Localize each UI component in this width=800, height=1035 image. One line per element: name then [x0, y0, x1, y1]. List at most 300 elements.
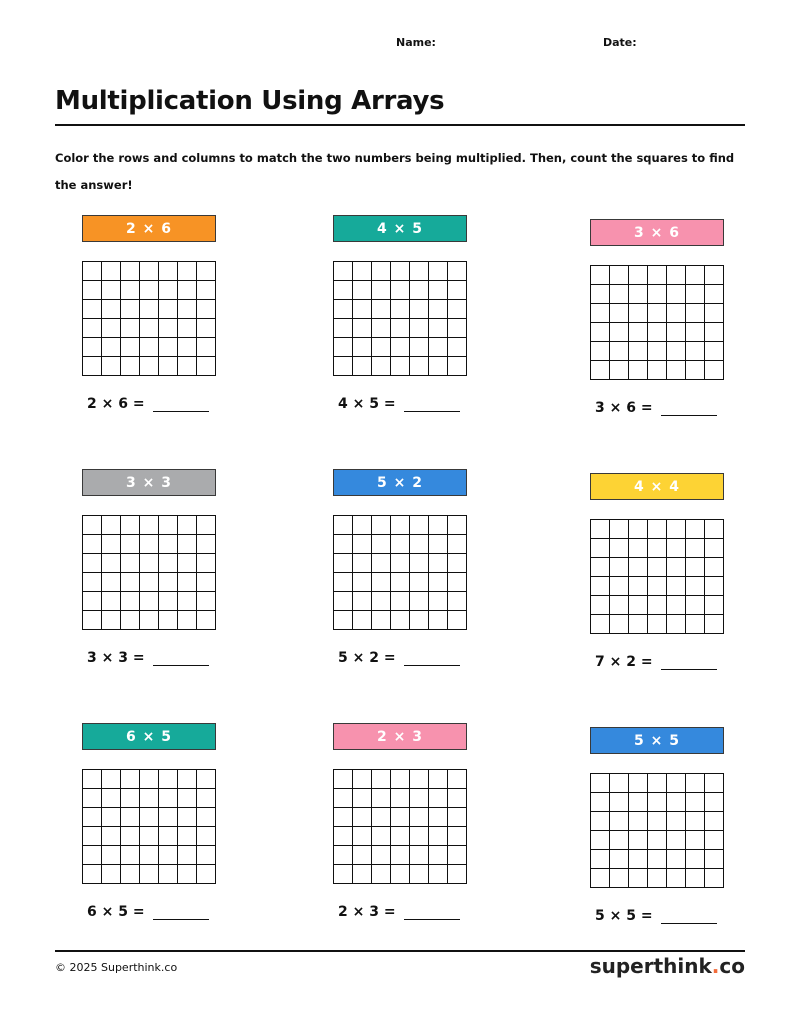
grid-cell[interactable]	[705, 342, 724, 361]
grid-cell[interactable]	[140, 789, 159, 808]
grid-cell[interactable]	[686, 520, 705, 539]
grid-cell[interactable]	[372, 770, 391, 789]
grid-cell[interactable]	[629, 266, 648, 285]
grid-cell[interactable]	[83, 573, 102, 592]
grid-cell[interactable]	[648, 850, 667, 869]
grid-cell[interactable]	[159, 808, 178, 827]
grid-cell[interactable]	[197, 846, 216, 865]
grid-cell[interactable]	[102, 281, 121, 300]
grid-cell[interactable]	[372, 573, 391, 592]
grid-cell[interactable]	[429, 281, 448, 300]
grid-cell[interactable]	[121, 592, 140, 611]
grid-cell[interactable]	[159, 554, 178, 573]
grid-cell[interactable]	[178, 281, 197, 300]
grid-cell[interactable]	[686, 615, 705, 634]
grid-cell[interactable]	[178, 516, 197, 535]
grid-cell[interactable]	[686, 869, 705, 888]
grid-cell[interactable]	[121, 535, 140, 554]
grid-cell[interactable]	[140, 262, 159, 281]
grid-cell[interactable]	[178, 357, 197, 376]
grid-cell[interactable]	[121, 516, 140, 535]
grid-cell[interactable]	[686, 850, 705, 869]
grid-cell[interactable]	[334, 357, 353, 376]
grid-cell[interactable]	[372, 554, 391, 573]
grid-cell[interactable]	[372, 808, 391, 827]
grid-cell[interactable]	[705, 539, 724, 558]
grid-cell[interactable]	[591, 558, 610, 577]
grid-cell[interactable]	[391, 573, 410, 592]
grid-cell[interactable]	[140, 516, 159, 535]
grid-cell[interactable]	[83, 846, 102, 865]
grid-cell[interactable]	[429, 789, 448, 808]
grid-cell[interactable]	[353, 592, 372, 611]
grid-cell[interactable]	[334, 865, 353, 884]
grid-cell[interactable]	[353, 281, 372, 300]
grid-cell[interactable]	[686, 577, 705, 596]
grid-cell[interactable]	[391, 827, 410, 846]
grid-cell[interactable]	[102, 262, 121, 281]
grid-cell[interactable]	[610, 520, 629, 539]
grid-cell[interactable]	[83, 319, 102, 338]
grid-cell[interactable]	[178, 770, 197, 789]
grid-cell[interactable]	[197, 516, 216, 535]
grid-cell[interactable]	[610, 869, 629, 888]
grid-cell[interactable]	[410, 357, 429, 376]
grid-cell[interactable]	[610, 793, 629, 812]
grid-cell[interactable]	[372, 262, 391, 281]
grid-cell[interactable]	[83, 535, 102, 554]
grid-cell[interactable]	[372, 535, 391, 554]
grid-cell[interactable]	[591, 869, 610, 888]
grid-cell[interactable]	[667, 323, 686, 342]
grid-cell[interactable]	[140, 300, 159, 319]
grid-cell[interactable]	[140, 808, 159, 827]
grid-cell[interactable]	[353, 611, 372, 630]
grid-cell[interactable]	[686, 266, 705, 285]
grid-cell[interactable]	[410, 846, 429, 865]
grid-cell[interactable]	[102, 516, 121, 535]
grid-cell[interactable]	[686, 361, 705, 380]
grid-cell[interactable]	[121, 770, 140, 789]
grid-cell[interactable]	[121, 827, 140, 846]
grid-cell[interactable]	[591, 615, 610, 634]
grid-cell[interactable]	[372, 300, 391, 319]
grid-cell[interactable]	[391, 770, 410, 789]
grid-cell[interactable]	[83, 357, 102, 376]
grid-cell[interactable]	[591, 850, 610, 869]
grid-cell[interactable]	[102, 573, 121, 592]
grid-cell[interactable]	[83, 300, 102, 319]
grid-cell[interactable]	[667, 596, 686, 615]
grid-cell[interactable]	[648, 596, 667, 615]
grid-cell[interactable]	[610, 539, 629, 558]
grid-cell[interactable]	[648, 577, 667, 596]
grid-cell[interactable]	[410, 573, 429, 592]
grid-cell[interactable]	[353, 338, 372, 357]
grid-cell[interactable]	[121, 865, 140, 884]
grid-cell[interactable]	[667, 285, 686, 304]
grid-cell[interactable]	[178, 535, 197, 554]
grid-cell[interactable]	[102, 592, 121, 611]
grid-cell[interactable]	[372, 281, 391, 300]
grid-cell[interactable]	[140, 592, 159, 611]
grid-cell[interactable]	[629, 812, 648, 831]
grid-cell[interactable]	[667, 850, 686, 869]
grid-cell[interactable]	[667, 577, 686, 596]
grid-cell[interactable]	[334, 592, 353, 611]
grid-cell[interactable]	[197, 338, 216, 357]
grid-cell[interactable]	[667, 869, 686, 888]
grid-cell[interactable]	[159, 592, 178, 611]
grid-cell[interactable]	[391, 611, 410, 630]
grid-cell[interactable]	[178, 319, 197, 338]
grid-cell[interactable]	[178, 573, 197, 592]
grid-cell[interactable]	[353, 516, 372, 535]
grid-cell[interactable]	[102, 865, 121, 884]
grid-cell[interactable]	[197, 789, 216, 808]
answer-blank[interactable]	[404, 905, 460, 920]
grid-cell[interactable]	[591, 577, 610, 596]
grid-cell[interactable]	[448, 573, 467, 592]
grid-cell[interactable]	[448, 789, 467, 808]
grid-cell[interactable]	[159, 865, 178, 884]
grid-cell[interactable]	[140, 865, 159, 884]
grid-cell[interactable]	[686, 323, 705, 342]
grid-cell[interactable]	[629, 304, 648, 323]
grid-cell[interactable]	[334, 789, 353, 808]
grid-cell[interactable]	[705, 577, 724, 596]
grid-cell[interactable]	[686, 304, 705, 323]
grid-cell[interactable]	[102, 338, 121, 357]
grid-cell[interactable]	[591, 266, 610, 285]
grid-cell[interactable]	[391, 808, 410, 827]
grid-cell[interactable]	[102, 789, 121, 808]
grid-cell[interactable]	[705, 831, 724, 850]
grid-cell[interactable]	[372, 516, 391, 535]
grid-cell[interactable]	[197, 865, 216, 884]
grid-cell[interactable]	[334, 846, 353, 865]
grid-cell[interactable]	[448, 319, 467, 338]
grid-cell[interactable]	[178, 338, 197, 357]
grid-cell[interactable]	[83, 789, 102, 808]
grid-cell[interactable]	[410, 319, 429, 338]
grid-cell[interactable]	[102, 770, 121, 789]
grid-cell[interactable]	[372, 592, 391, 611]
grid-cell[interactable]	[178, 865, 197, 884]
grid-cell[interactable]	[629, 850, 648, 869]
grid-cell[interactable]	[667, 304, 686, 323]
grid-cell[interactable]	[705, 869, 724, 888]
grid-cell[interactable]	[686, 793, 705, 812]
grid-cell[interactable]	[629, 577, 648, 596]
grid-cell[interactable]	[353, 357, 372, 376]
grid-cell[interactable]	[102, 300, 121, 319]
grid-cell[interactable]	[83, 808, 102, 827]
answer-blank[interactable]	[661, 401, 717, 416]
grid-cell[interactable]	[391, 846, 410, 865]
grid-cell[interactable]	[448, 338, 467, 357]
grid-cell[interactable]	[610, 615, 629, 634]
grid-cell[interactable]	[410, 516, 429, 535]
grid-cell[interactable]	[591, 304, 610, 323]
grid-cell[interactable]	[629, 774, 648, 793]
grid-cell[interactable]	[686, 539, 705, 558]
answer-blank[interactable]	[661, 909, 717, 924]
grid-cell[interactable]	[391, 262, 410, 281]
grid-cell[interactable]	[610, 285, 629, 304]
grid-cell[interactable]	[610, 342, 629, 361]
grid-cell[interactable]	[610, 323, 629, 342]
grid-cell[interactable]	[410, 262, 429, 281]
grid-cell[interactable]	[705, 812, 724, 831]
grid-cell[interactable]	[334, 338, 353, 357]
grid-cell[interactable]	[83, 554, 102, 573]
grid-cell[interactable]	[391, 338, 410, 357]
grid-cell[interactable]	[391, 516, 410, 535]
grid-cell[interactable]	[83, 516, 102, 535]
grid-cell[interactable]	[391, 554, 410, 573]
grid-cell[interactable]	[629, 520, 648, 539]
grid-cell[interactable]	[353, 554, 372, 573]
grid-cell[interactable]	[121, 319, 140, 338]
grid-cell[interactable]	[159, 770, 178, 789]
grid-cell[interactable]	[648, 615, 667, 634]
grid-cell[interactable]	[102, 357, 121, 376]
grid-cell[interactable]	[667, 539, 686, 558]
grid-cell[interactable]	[334, 262, 353, 281]
grid-cell[interactable]	[121, 357, 140, 376]
grid-cell[interactable]	[448, 808, 467, 827]
grid-cell[interactable]	[102, 611, 121, 630]
grid-cell[interactable]	[429, 827, 448, 846]
grid-cell[interactable]	[140, 535, 159, 554]
grid-cell[interactable]	[686, 812, 705, 831]
answer-blank[interactable]	[153, 651, 209, 666]
grid-cell[interactable]	[448, 281, 467, 300]
grid-cell[interactable]	[610, 831, 629, 850]
answer-blank[interactable]	[153, 905, 209, 920]
grid-cell[interactable]	[410, 592, 429, 611]
grid-cell[interactable]	[140, 357, 159, 376]
grid-cell[interactable]	[448, 827, 467, 846]
grid-cell[interactable]	[121, 573, 140, 592]
grid-cell[interactable]	[140, 573, 159, 592]
grid-cell[interactable]	[648, 558, 667, 577]
grid-cell[interactable]	[648, 869, 667, 888]
grid-cell[interactable]	[667, 266, 686, 285]
grid-cell[interactable]	[410, 865, 429, 884]
grid-cell[interactable]	[610, 577, 629, 596]
grid-cell[interactable]	[197, 611, 216, 630]
grid-cell[interactable]	[648, 285, 667, 304]
grid-cell[interactable]	[83, 611, 102, 630]
grid-cell[interactable]	[429, 592, 448, 611]
grid-cell[interactable]	[391, 865, 410, 884]
grid-cell[interactable]	[178, 611, 197, 630]
grid-cell[interactable]	[610, 266, 629, 285]
grid-cell[interactable]	[178, 827, 197, 846]
grid-cell[interactable]	[178, 554, 197, 573]
grid-cell[interactable]	[391, 300, 410, 319]
grid-cell[interactable]	[197, 300, 216, 319]
grid-cell[interactable]	[429, 338, 448, 357]
grid-cell[interactable]	[705, 596, 724, 615]
grid-cell[interactable]	[121, 300, 140, 319]
grid-cell[interactable]	[448, 262, 467, 281]
grid-cell[interactable]	[448, 865, 467, 884]
grid-cell[interactable]	[429, 611, 448, 630]
grid-cell[interactable]	[410, 338, 429, 357]
grid-cell[interactable]	[83, 592, 102, 611]
grid-cell[interactable]	[140, 554, 159, 573]
grid-cell[interactable]	[334, 808, 353, 827]
grid-cell[interactable]	[140, 827, 159, 846]
grid-cell[interactable]	[353, 319, 372, 338]
grid-cell[interactable]	[410, 300, 429, 319]
grid-cell[interactable]	[121, 808, 140, 827]
grid-cell[interactable]	[121, 262, 140, 281]
grid-cell[interactable]	[448, 611, 467, 630]
grid-cell[interactable]	[121, 846, 140, 865]
grid-cell[interactable]	[391, 357, 410, 376]
grid-cell[interactable]	[610, 774, 629, 793]
grid-cell[interactable]	[372, 357, 391, 376]
grid-cell[interactable]	[648, 520, 667, 539]
grid-cell[interactable]	[705, 285, 724, 304]
grid-cell[interactable]	[705, 850, 724, 869]
grid-cell[interactable]	[372, 338, 391, 357]
grid-cell[interactable]	[667, 793, 686, 812]
grid-cell[interactable]	[410, 281, 429, 300]
grid-cell[interactable]	[591, 831, 610, 850]
grid-cell[interactable]	[705, 266, 724, 285]
grid-cell[interactable]	[353, 808, 372, 827]
grid-cell[interactable]	[372, 846, 391, 865]
grid-cell[interactable]	[610, 304, 629, 323]
grid-cell[interactable]	[629, 361, 648, 380]
grid-cell[interactable]	[629, 285, 648, 304]
grid-cell[interactable]	[197, 357, 216, 376]
grid-cell[interactable]	[159, 516, 178, 535]
grid-cell[interactable]	[667, 342, 686, 361]
grid-cell[interactable]	[140, 611, 159, 630]
grid-cell[interactable]	[102, 319, 121, 338]
grid-cell[interactable]	[686, 596, 705, 615]
grid-cell[interactable]	[197, 573, 216, 592]
grid-cell[interactable]	[629, 342, 648, 361]
grid-cell[interactable]	[705, 615, 724, 634]
grid-cell[interactable]	[102, 554, 121, 573]
grid-cell[interactable]	[178, 808, 197, 827]
grid-cell[interactable]	[667, 558, 686, 577]
grid-cell[interactable]	[648, 266, 667, 285]
grid-cell[interactable]	[610, 361, 629, 380]
grid-cell[interactable]	[629, 539, 648, 558]
grid-cell[interactable]	[121, 554, 140, 573]
grid-cell[interactable]	[429, 865, 448, 884]
grid-cell[interactable]	[83, 338, 102, 357]
grid-cell[interactable]	[429, 554, 448, 573]
grid-cell[interactable]	[410, 535, 429, 554]
grid-cell[interactable]	[197, 554, 216, 573]
grid-cell[interactable]	[159, 357, 178, 376]
grid-cell[interactable]	[629, 793, 648, 812]
grid-cell[interactable]	[648, 304, 667, 323]
grid-cell[interactable]	[353, 789, 372, 808]
grid-cell[interactable]	[448, 300, 467, 319]
grid-cell[interactable]	[353, 262, 372, 281]
grid-cell[interactable]	[83, 865, 102, 884]
grid-cell[interactable]	[121, 338, 140, 357]
grid-cell[interactable]	[429, 319, 448, 338]
grid-cell[interactable]	[159, 281, 178, 300]
grid-cell[interactable]	[140, 770, 159, 789]
grid-cell[interactable]	[591, 812, 610, 831]
grid-cell[interactable]	[102, 827, 121, 846]
grid-cell[interactable]	[391, 592, 410, 611]
grid-cell[interactable]	[178, 846, 197, 865]
grid-cell[interactable]	[140, 319, 159, 338]
grid-cell[interactable]	[197, 827, 216, 846]
grid-cell[interactable]	[429, 300, 448, 319]
grid-cell[interactable]	[353, 300, 372, 319]
answer-blank[interactable]	[153, 397, 209, 412]
grid-cell[interactable]	[334, 516, 353, 535]
grid-cell[interactable]	[629, 615, 648, 634]
grid-cell[interactable]	[410, 789, 429, 808]
grid-cell[interactable]	[667, 615, 686, 634]
grid-cell[interactable]	[159, 300, 178, 319]
grid-cell[interactable]	[591, 323, 610, 342]
grid-cell[interactable]	[197, 770, 216, 789]
grid-cell[interactable]	[705, 774, 724, 793]
grid-cell[interactable]	[448, 770, 467, 789]
grid-cell[interactable]	[648, 539, 667, 558]
grid-cell[interactable]	[83, 281, 102, 300]
grid-cell[interactable]	[391, 535, 410, 554]
grid-cell[interactable]	[334, 281, 353, 300]
grid-cell[interactable]	[610, 558, 629, 577]
grid-cell[interactable]	[705, 323, 724, 342]
grid-cell[interactable]	[353, 827, 372, 846]
grid-cell[interactable]	[667, 361, 686, 380]
grid-cell[interactable]	[159, 789, 178, 808]
grid-cell[interactable]	[686, 342, 705, 361]
grid-cell[interactable]	[705, 558, 724, 577]
grid-cell[interactable]	[178, 262, 197, 281]
grid-cell[interactable]	[178, 592, 197, 611]
grid-cell[interactable]	[591, 596, 610, 615]
grid-cell[interactable]	[140, 281, 159, 300]
grid-cell[interactable]	[429, 808, 448, 827]
grid-cell[interactable]	[159, 827, 178, 846]
grid-cell[interactable]	[410, 554, 429, 573]
grid-cell[interactable]	[353, 535, 372, 554]
grid-cell[interactable]	[448, 357, 467, 376]
grid-cell[interactable]	[83, 770, 102, 789]
grid-cell[interactable]	[610, 850, 629, 869]
grid-cell[interactable]	[372, 789, 391, 808]
grid-cell[interactable]	[667, 774, 686, 793]
grid-cell[interactable]	[83, 262, 102, 281]
grid-cell[interactable]	[448, 535, 467, 554]
grid-cell[interactable]	[410, 770, 429, 789]
grid-cell[interactable]	[686, 558, 705, 577]
grid-cell[interactable]	[591, 361, 610, 380]
grid-cell[interactable]	[334, 770, 353, 789]
grid-cell[interactable]	[648, 831, 667, 850]
grid-cell[interactable]	[667, 831, 686, 850]
